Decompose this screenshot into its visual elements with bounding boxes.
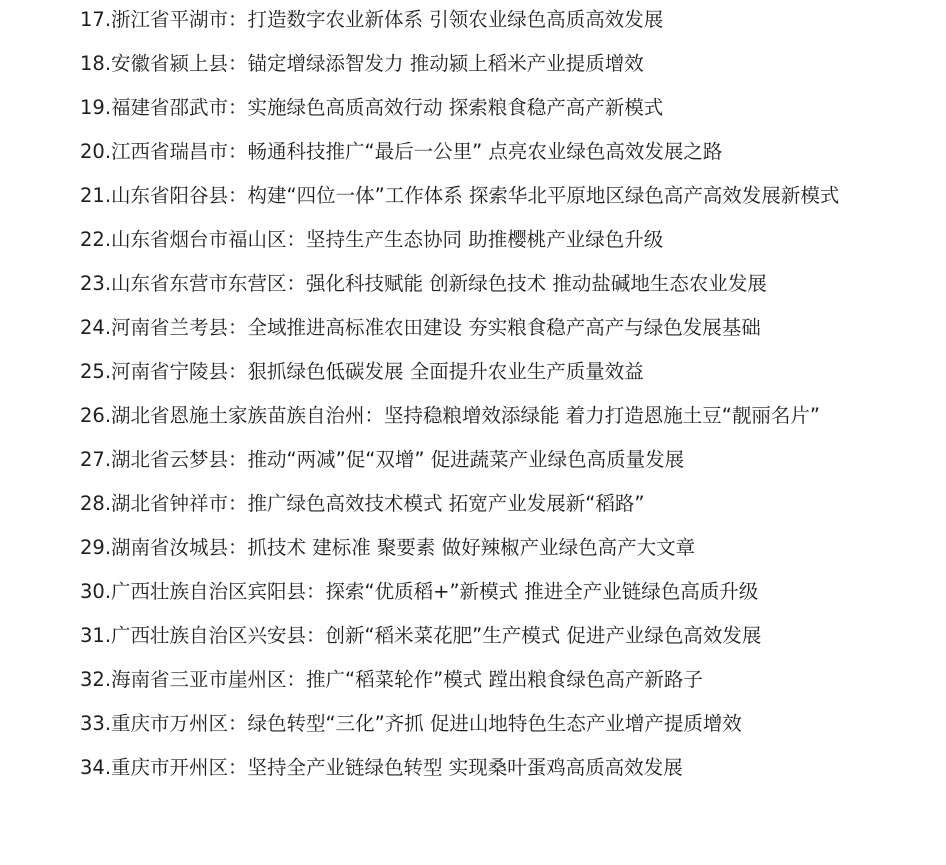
list-item-24: 24.河南省兰考县：全域推进高标准农田建设 夯实粮食稳产高产与绿色发展基础: [80, 316, 761, 339]
list-item-28: 28.湖北省钟祥市：推广绿色高效技术模式 拓宽产业发展新“稻路”: [80, 492, 645, 515]
list-item-20: 20.江西省瑞昌市：畅通科技推广“最后一公里” 点亮农业绿色高效发展之路: [80, 140, 723, 163]
list-item-22: 22.山东省烟台市福山区：坚持生产生态协同 助推樱桃产业绿色升级: [80, 228, 664, 251]
list-item-34: 34.重庆市开州区：坚持全产业链绿色转型 实现桑叶蛋鸡高质高效发展: [80, 756, 683, 779]
list-item-23: 23.山东省东营市东营区：强化科技赋能 创新绿色技术 推动盐碱地生态农业发展: [80, 272, 767, 295]
list-item-25: 25.河南省宁陵县：狠抓绿色低碳发展 全面提升农业生产质量效益: [80, 360, 644, 383]
list-item-26: 26.湖北省恩施土家族苗族自治州：坚持稳粮增效添绿能 着力打造恩施土豆“靓丽名片”: [80, 404, 820, 427]
list-item-18: 18.安徽省颍上县：锚定增绿添智发力 推动颍上稻米产业提质增效: [80, 52, 644, 75]
list-item-17: 17.浙江省平湖市：打造数字农业新体系 引领农业绿色高质高效发展: [80, 8, 664, 31]
list-item-32: 32.海南省三亚市崖州区：推广“稻菜轮作”模式 蹚出粮食绿色高产新路子: [80, 668, 703, 691]
list-item-21: 21.山东省阳谷县：构建“四位一体”工作体系 探索华北平原地区绿色高产高效发展新模式: [80, 184, 840, 207]
document-body: [38, 0, 888, 784]
list-item-19: 19.福建省邵武市：实施绿色高质高效行动 探索粮食稳产高产新模式: [80, 96, 664, 119]
list-item-30: 30.广西壮族自治区宾阳县：探索“优质稻+”新模式 推进全产业链绿色高质升级: [80, 580, 759, 603]
list-item-27: 27.湖北省云梦县：推动“两减”促“双增” 促进蔬菜产业绿色高质量发展: [80, 448, 685, 471]
list-item-29: 29.湖南省汝城县：抓技术 建标准 聚要素 做好辣椒产业绿色高产大文章: [80, 536, 696, 559]
list-item-33: 33.重庆市万州区：绿色转型“三化”齐抓 促进山地特色生态产业增产提质增效: [80, 712, 742, 735]
list-item-31: 31.广西壮族自治区兴安县：创新“稻米菜花肥”生产模式 促进产业绿色高效发展: [80, 624, 762, 647]
